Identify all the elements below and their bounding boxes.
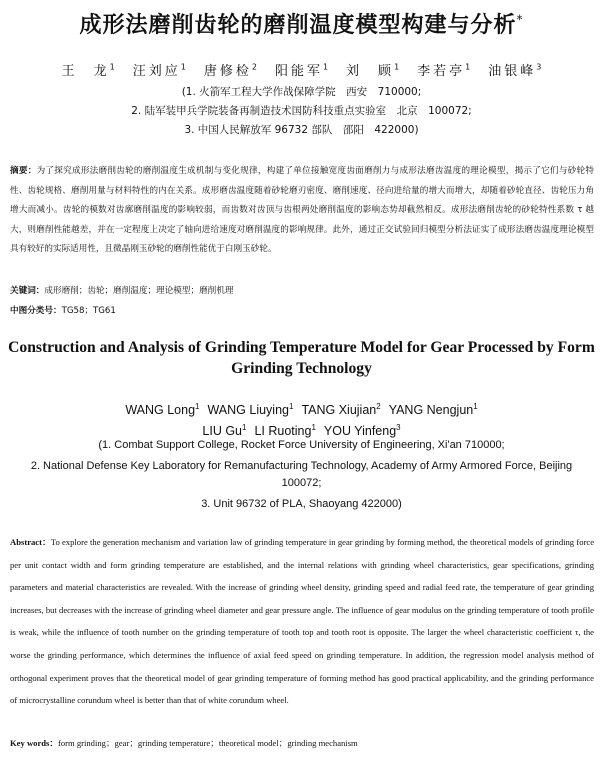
- author: [125, 403, 199, 417]
- author-name: 刘 顾: [346, 64, 395, 79]
- author: [133, 64, 186, 79]
- chinese-abstract-label: 摘要：: [10, 166, 37, 176]
- author-affiliation-mark: 2: [376, 402, 381, 411]
- author-affiliation-mark: 1: [465, 62, 471, 72]
- author-name: LI Ruoting: [254, 424, 312, 439]
- author-affiliation-mark: 1: [311, 423, 316, 433]
- author-affiliation-mark: 1: [322, 62, 329, 72]
- english-title: Construction and Analysis of Grinding Temperature Model for Gear Processed by Form Grinding Technology: [8, 339, 595, 377]
- author-name: LIU Gu: [202, 424, 242, 439]
- classification-value: TG58；TG61: [61, 306, 116, 316]
- author: [204, 64, 257, 79]
- author: [207, 403, 293, 417]
- english-keywords: [10, 737, 358, 749]
- english-abstract-text: To explore the generation mechanism and variation law of grinding temperature in gear grinding by forming method, the theoretical models of grinding force per unit contact width and form grinding temperature are established, and the internal relations with grinding wheel characteristics, gear specifications, grinding parameters and material characteristics are revealed. With the increase of grinding wheel density, grinding speed and radial feed rate, the temperature of gear grinding increases, but decreases with the increase of grinding wheel diameter and gear pressure angle. The influence of gear modulus on the grinding temperature of tooth profile is weak, while the influence of tooth number on the grinding temperature of tooth top and tooth root is opposite. The larger the wheel characteristic coefficient τ, the worse the grinding performance, which determines the influence of axial feed speed on grinding temperature. In addition, the regression model analysis method of orthogonal experiment proves that the theoretical model of gear grinding temperature of forming method has good practical applicability, and the grinding performance of microcrystalline corundum wheel is better than that of white corundum wheel.: [10, 537, 595, 706]
- chinese-keywords-label: 关键词：: [10, 286, 45, 296]
- author: [346, 64, 399, 79]
- english-author-list: [0, 398, 603, 440]
- author-affiliation-mark: 1: [242, 423, 247, 433]
- author-affiliation-mark: 1: [394, 62, 400, 72]
- english-abstract-label: Abstract：: [10, 537, 51, 547]
- chinese-affiliation-1: (1. 火箭军工程大学作战保障学院 西安 710000;: [181, 86, 422, 98]
- chinese-keywords-text: 成形磨削；齿轮；磨削温度；理论模型；磨削机理: [44, 286, 234, 296]
- author-affiliation-mark: 1: [473, 402, 478, 411]
- author-name: 王 龙: [61, 64, 110, 79]
- chinese-affiliation-2: 2. 陆军装甲兵学院装备再制造技术国防科技重点实验室 北京 100072;: [131, 105, 472, 117]
- english-affiliation-3: 3. Unit 96732 of PLA, Shaoyang 422000): [201, 498, 402, 510]
- author-name: 油银峰: [488, 64, 537, 79]
- author-affiliation-mark: 1: [109, 62, 115, 72]
- english-abstract: [10, 531, 594, 712]
- author-name: YANG Nengjun: [388, 403, 474, 418]
- classification-label: 中图分类号：: [10, 306, 62, 316]
- chinese-title: [0, 8, 603, 39]
- author-name: WANG Long: [125, 403, 196, 418]
- author: [417, 64, 470, 79]
- chinese-affiliation-3: 3. 中国人民解放军 96732 部队 邵阳 422000): [184, 124, 419, 136]
- author-affiliation-mark: 3: [396, 423, 401, 433]
- author-name: 唐修检: [203, 64, 252, 79]
- author-affiliation-mark: 2: [251, 62, 257, 72]
- chinese-title-text: 成形法磨削齿轮的磨削温度模型构建与分析: [79, 13, 517, 38]
- author-affiliation-mark: 1: [180, 62, 186, 72]
- english-author-line-1: [0, 398, 603, 419]
- english-keywords-label: Key words：: [10, 738, 58, 748]
- classification-number: [10, 304, 116, 316]
- author: [275, 64, 328, 79]
- author-name: YOU Yinfeng: [323, 424, 397, 439]
- author-name: 阳能军: [274, 64, 323, 79]
- chinese-abstract-text: 为了探究成形法磨削齿轮的磨削温度生成机制与变化规律，构建了单位接触宽度齿面磨削力与成形法磨齿温度的理论模型，揭示了它们与砂轮特性、齿轮规格、磨削用量与材料特性的内在关系。成形磨齿温度随着砂轮磨刃密度、磨削速度、径向进给量的增大而增大，却随着砂轮直径、齿轮压力角增大而减小。齿轮的模数对齿廓磨削温度的影响较弱，而齿数对齿顶与齿根两处磨削温度的影响态势却截然相反。成形法磨削齿轮的砂轮特性系数 τ 越大，则磨削性能越差，并在一定程度上决定了轴向进给速度对磨削温度的影响规律。此外，通过正交试验回归模型分析法证实了成形法磨齿温度理论模型具有较好的实际适用性，且微晶刚玉砂轮的磨削性能优于白刚玉砂轮。: [10, 166, 594, 255]
- author-name: TANG Xiujian: [301, 403, 377, 418]
- author: [301, 403, 380, 417]
- author-name: WANG Liuying: [207, 403, 289, 418]
- english-affiliation-1: (1. Combat Support College, Rocket Force University of Engineering, Xi'an 710000;: [98, 439, 505, 451]
- english-keywords-text: form grinding；gear；grinding temperature；theoretical model；grinding mechanism: [57, 738, 358, 748]
- chinese-abstract: [10, 162, 594, 260]
- chinese-author-list: [0, 60, 603, 79]
- author-affiliation-mark: 1: [195, 402, 200, 411]
- author-affiliation-mark: 3: [536, 62, 542, 72]
- author-name: 汪刘应: [132, 64, 181, 79]
- author-name: 李若亭: [417, 64, 466, 79]
- title-footnote-mark: *: [516, 12, 524, 27]
- english-affiliation-2: 2. National Defense Key Laboratory for Remanufacturing Technology, Academy of Army Armored Force, Beijing 100072;: [30, 460, 573, 489]
- author: [488, 64, 541, 79]
- author: [389, 403, 478, 417]
- author: [62, 64, 115, 79]
- chinese-keywords: [10, 284, 233, 296]
- author-affiliation-mark: 1: [288, 402, 294, 411]
